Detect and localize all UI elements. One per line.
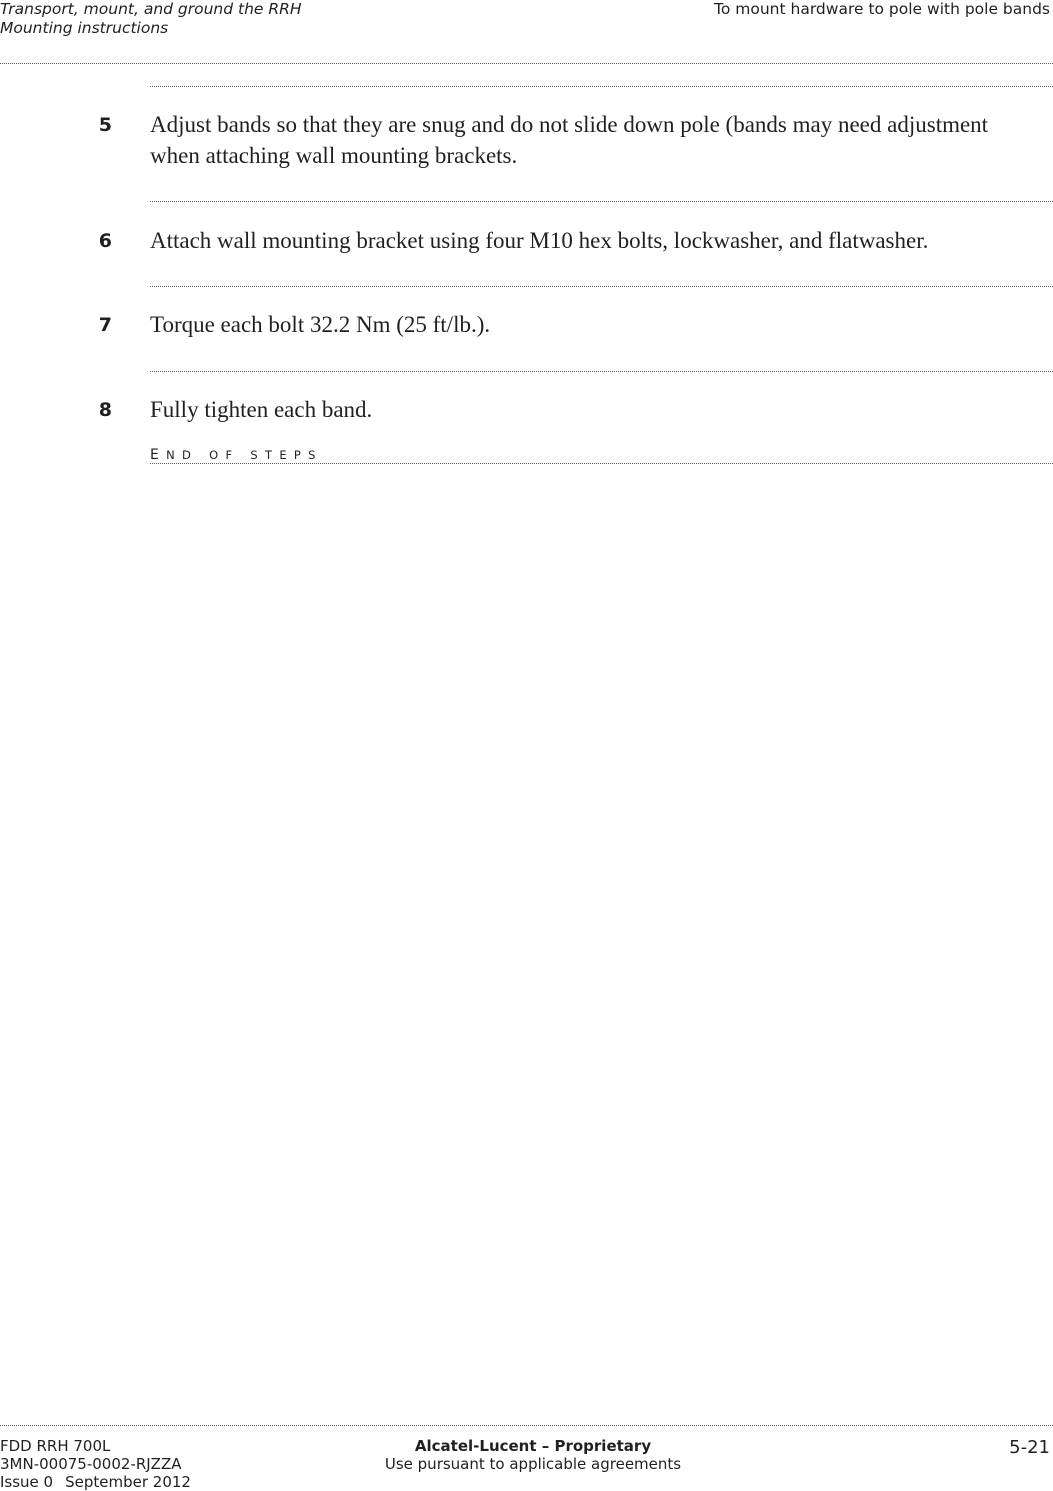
- product-name: FDD RRH 700L: [0, 1437, 111, 1455]
- end-of-steps-label: ND OF STEPS: [166, 448, 323, 462]
- step-number: 5: [98, 114, 112, 136]
- step-number: 6: [98, 230, 112, 252]
- issue-date: September 2012: [65, 1473, 191, 1491]
- section-title: Mounting instructions: [0, 19, 169, 37]
- end-of-steps-initial: E: [150, 447, 167, 463]
- end-of-steps-marker: [150, 448, 323, 462]
- step-number: 7: [98, 314, 112, 336]
- usage-notice: Use pursuant to applicable agreements: [384, 1455, 682, 1473]
- footer-proprietary-notice: [383, 1437, 683, 1473]
- step-divider: [150, 86, 1053, 87]
- step-text: Attach wall mounting bracket using four M10 hex bolts, lockwasher, and flatwasher.: [150, 228, 929, 253]
- footer-document-info: [0, 1437, 191, 1491]
- company-proprietary: Alcatel-Lucent – Proprietary: [414, 1437, 652, 1455]
- step-text: Fully tighten each band.: [150, 397, 373, 422]
- step-divider: [150, 286, 1053, 287]
- footer-divider: [0, 1425, 1053, 1426]
- running-header-right: To mount hardware to pole with pole bands: [714, 0, 1050, 18]
- header-divider: [0, 63, 1053, 64]
- step-number: 8: [98, 399, 112, 421]
- issue-number: Issue 0: [0, 1473, 54, 1491]
- step-divider: [150, 371, 1053, 372]
- step-text: Adjust bands so that they are snug and do not slide down pole (bands may need adjustment when attaching wall mounting brackets.: [150, 112, 989, 168]
- document-number: 3MN-00075-0002-RJZZA: [0, 1455, 182, 1473]
- step-divider: [150, 201, 1053, 202]
- issue-info: [0, 1473, 191, 1491]
- running-header-left: [0, 0, 302, 38]
- chapter-title: Transport, mount, and ground the RRH: [0, 0, 302, 18]
- step-text: Torque each bolt 32.2 Nm (25 ft/lb.).: [150, 312, 491, 337]
- end-of-steps-divider: [150, 463, 1053, 464]
- page-number: 5-21: [1009, 1437, 1050, 1458]
